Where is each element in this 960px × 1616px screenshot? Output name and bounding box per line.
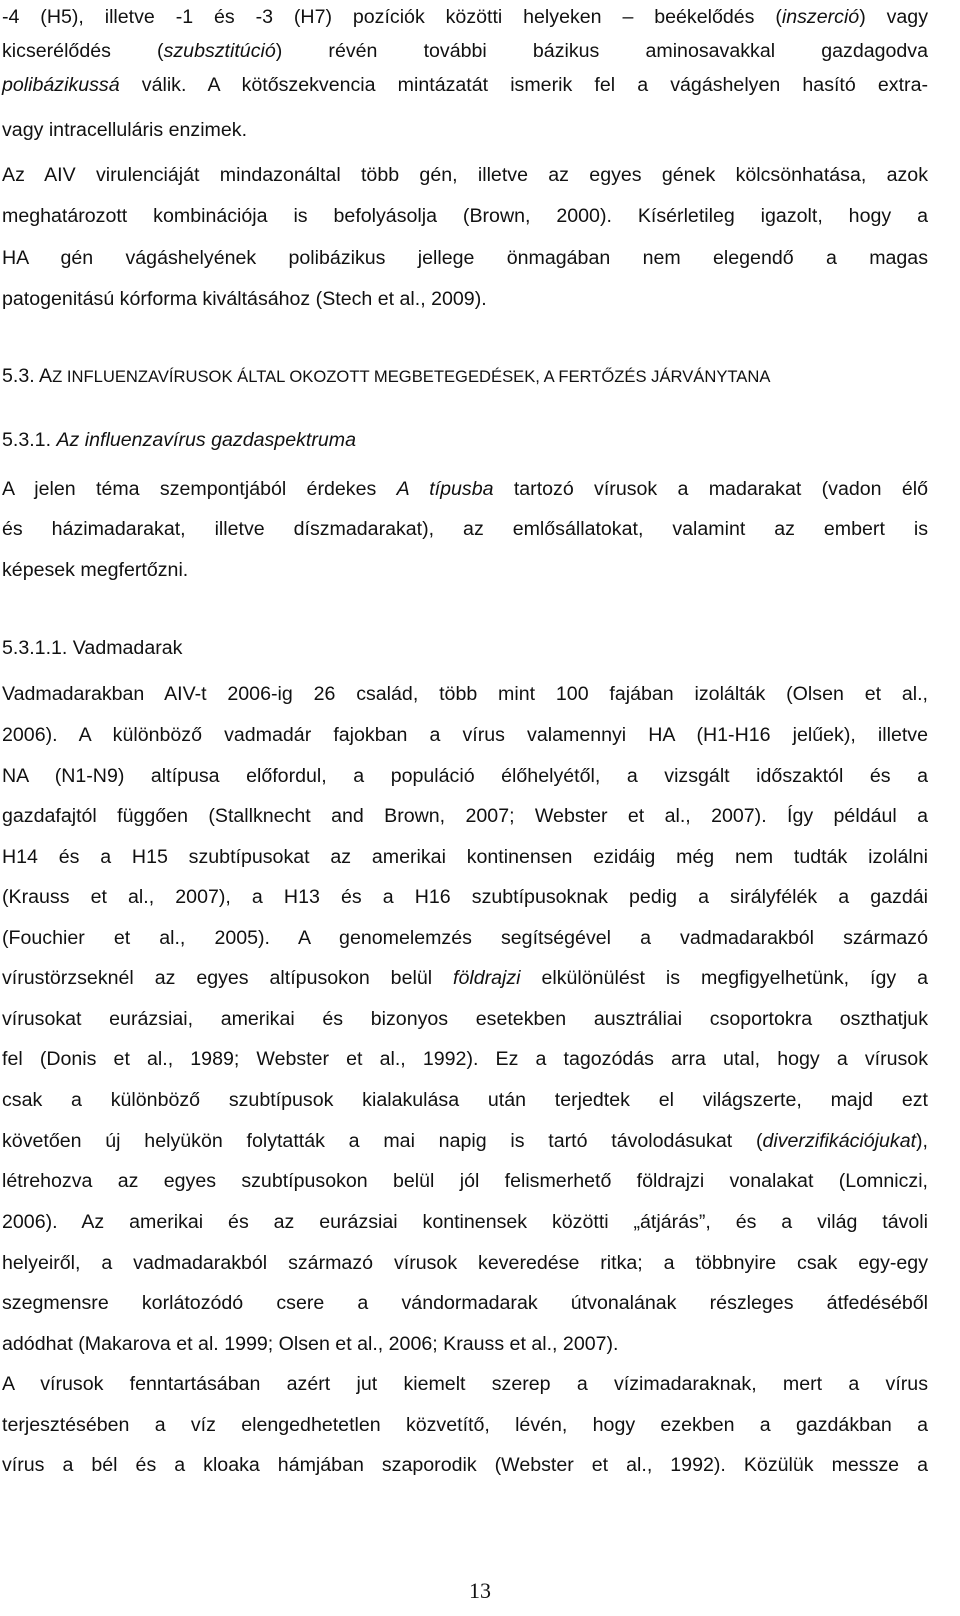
text-line: követően új helyükön folytatták a mai napig is tartó távolodásukat (diverzifikációjukat),	[2, 1130, 928, 1152]
text-line: Az AIV virulenciáját mindazonáltal több gén, illetve az egyes gének kölcsönhatása, azok	[2, 164, 928, 186]
text-line: H14 és a H15 szubtípusokat az amerikai kontinensen ezidáig még nem tudták izolálni	[2, 846, 928, 868]
text-line: patogenitású kórforma kiváltásához (Stech et al., 2009).	[2, 288, 487, 310]
text-line: vírus a bél és a kloaka hámjában szaporodik (Webster et al., 1992). Közülük messze a	[2, 1454, 928, 1476]
text-line: A vírusok fenntartásában azért jut kiemelt szerep a vízimadaraknak, mert a vírus	[2, 1373, 928, 1395]
text-line: adódhat (Makarova et al. 1999; Olsen et al., 2006; Krauss et al., 2007).	[2, 1333, 619, 1355]
text-line: NA (N1-N9) altípusa előfordul, a populáció élőhelyétől, a vizsgált időszaktól és a	[2, 765, 928, 787]
text-line: fel (Donis et al., 1989; Webster et al., 1992). Ez a tagozódás arra utal, hogy a vírusok	[2, 1048, 928, 1070]
text-line: Vadmadarakban AIV-t 2006-ig 26 család, több mint 100 fajában izolálták (Olsen et al.,	[2, 683, 928, 705]
text-line: vírustörzseknél az egyes altípusokon belül földrajzi elkülönülést is megfigyelhetünk, így a	[2, 967, 928, 989]
text-line: 2006). A különböző vadmadár fajokban a vírus valamennyi HA (H1-H16 jelűek), illetve	[2, 724, 928, 746]
text-line: meghatározott kombinációja is befolyásolja (Brown, 2000). Kísérletileg igazolt, hogy a	[2, 205, 928, 227]
text-line: helyeiről, a vadmadarakból származó vírusok keveredése ritka; a többnyire csak egy-egy	[2, 1252, 928, 1274]
text-line: 2006). Az amerikai és az eurázsiai kontinensek közötti „átjárás”, és a világ távoli	[2, 1211, 928, 1233]
text-line: -4 (H5), illetve -1 és -3 (H7) pozíciók közötti helyeken – beékelődés (inszerció) vagy	[2, 6, 928, 28]
text-line: csak a különböző szubtípusok kialakulása után terjedtek el világszerte, majd ezt	[2, 1089, 928, 1111]
section-heading: 5.3. AZ INFLUENZAVÍRUSOK ÁLTAL OKOZOTT MEGBETEGEDÉSEK, A FERTŐZÉS JÁRVÁNYTANA	[2, 365, 771, 387]
text-line: létrehozva az egyes szubtípusokon belül jól felismerhető földrajzi vonalakat (Lomniczi,	[2, 1170, 928, 1192]
text-line: polibázikussá válik. A kötőszekvencia mintázatát ismerik fel a vágáshelyen hasító extra-	[2, 74, 928, 96]
text-line: szegmensre korlátozódó csere a vándormadarak útvonalának részleges átfedéséből	[2, 1292, 928, 1314]
text-line: kicserélődés (szubsztitúció) révén további bázikus aminosavakkal gazdagodva	[2, 40, 928, 62]
text-line: és házimadarakat, illetve díszmadarakat), az emlősállatokat, valamint az embert is	[2, 518, 928, 540]
text-line: HA gén vágáshelyének polibázikus jellege önmagában nem elegendő a magas	[2, 247, 928, 269]
text-line: gazdafajtól függően (Stallknecht and Brown, 2007; Webster et al., 2007). Így például a	[2, 805, 928, 827]
subsection-heading: 5.3.1. Az influenzavírus gazdaspektruma	[2, 429, 356, 451]
text-line: (Fouchier et al., 2005). A genomelemzés segítségével a vadmadarakból származó	[2, 927, 928, 949]
text-line: (Krauss et al., 2007), a H13 és a H16 szubtípusoknak pedig a sirályfélék a gazdái	[2, 886, 928, 908]
text-line: A jelen téma szempontjából érdekes A típusba tartozó vírusok a madarakat (vadon élő	[2, 478, 928, 500]
page-number: 13	[469, 1578, 491, 1603]
text-line: vírusokat eurázsiai, amerikai és bizonyos esetekben ausztráliai csoportokra oszthatjuk	[2, 1008, 928, 1030]
subsubsection-heading: 5.3.1.1. Vadmadarak	[2, 637, 183, 659]
text-line: képesek megfertőzni.	[2, 559, 189, 581]
text-line: terjesztésében a víz elengedhetetlen közvetítő, lévén, hogy ezekben a gazdákban a	[2, 1414, 928, 1436]
text-line: vagy intracelluláris enzimek.	[2, 119, 248, 141]
